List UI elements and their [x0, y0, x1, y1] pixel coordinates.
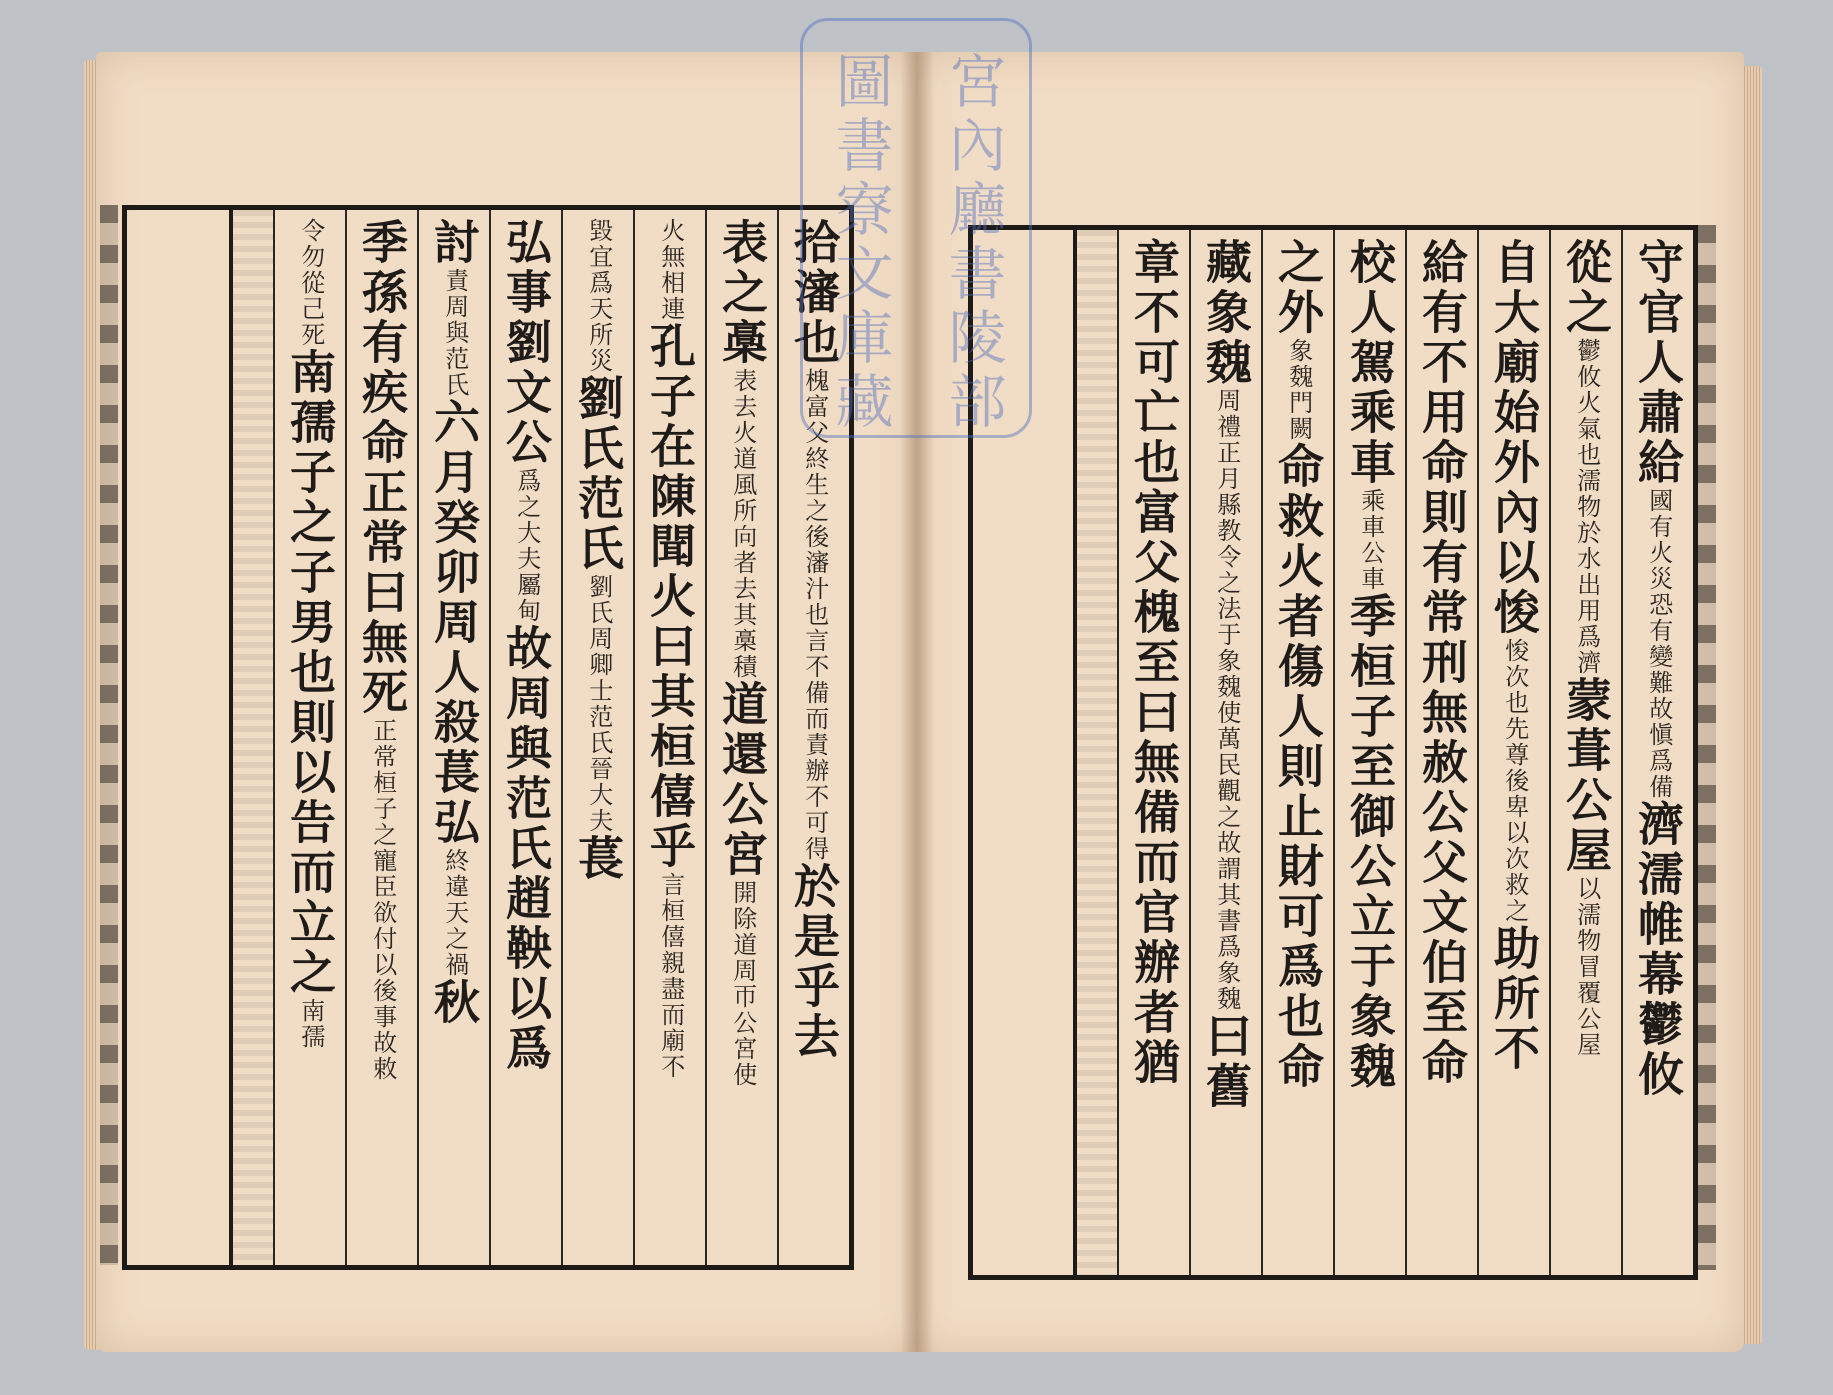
commentary-text: 槐富父終生之後瀋汁也言不備而責辦不可得	[800, 368, 829, 862]
commentary-text: 責周與范氏	[440, 268, 469, 398]
main-text: 章不可亡也富父槐至曰無備而官辦者猶	[1127, 238, 1181, 1088]
page-edges-right	[1742, 66, 1762, 1344]
commentary-text: 終違天之禍	[440, 848, 469, 978]
right-text-frame	[968, 225, 1698, 1280]
main-text: 助所不	[1487, 924, 1541, 1074]
main-text: 自大廟始外內以悛	[1487, 238, 1541, 638]
main-text: 給有不用命則有常刑無赦公父文伯至命	[1415, 238, 1469, 1088]
main-text: 季孫有疾命正常曰無死	[355, 218, 409, 718]
main-text: 曰舊	[1199, 1012, 1253, 1112]
main-text: 命救火者傷人則止財可爲也命	[1271, 442, 1325, 1092]
commentary-text: 乘車公車	[1356, 488, 1385, 592]
main-text: 道還公宮	[715, 680, 769, 880]
text-column	[705, 210, 777, 1265]
commentary-text: 象魏門闕	[1284, 338, 1313, 442]
commentary-text: 劉氏周卿士范氏晉大夫	[584, 574, 613, 834]
main-text: 萇	[571, 834, 625, 884]
commentary-text: 開除道周帀公宮使	[728, 880, 757, 1088]
main-text: 討	[427, 218, 481, 268]
main-text: 守官人肅給	[1631, 238, 1685, 488]
main-text: 於是乎去	[787, 862, 841, 1062]
left-text-frame	[122, 205, 854, 1270]
left-margin-header	[100, 205, 118, 1265]
commentary-text: 南孺	[296, 998, 325, 1050]
main-text: 南孺子之子男也則以告而立之	[283, 348, 337, 998]
main-text: 故周與范氏趙鞅以爲	[499, 624, 553, 1074]
main-text: 從之	[1559, 238, 1613, 338]
seal-line: 圖書寮文庫藏	[825, 51, 894, 435]
commentary-text: 悛次也先尊後卑以次救之	[1500, 638, 1529, 924]
main-text: 之外	[1271, 238, 1325, 338]
commentary-text: 言桓僖親盡而廟不	[656, 872, 685, 1080]
main-text: 蒙葺公屋	[1559, 676, 1613, 876]
commentary-text: 周禮正月縣教令之法于象魏使萬民觀之故謂其書爲象魏	[1212, 388, 1241, 1012]
text-column	[1621, 230, 1693, 1275]
main-text: 孔子在陳聞火曰其桓僖乎	[643, 322, 697, 872]
main-text: 劉氏范氏	[571, 374, 625, 574]
main-text: 校人駕乘車	[1343, 238, 1397, 488]
commentary-text: 鬱攸火氣也濡物於水出用爲濟	[1572, 338, 1601, 676]
text-column	[1261, 230, 1333, 1275]
commentary-text: 國有火災恐有變難故愼爲備	[1644, 488, 1673, 800]
main-text: 拾瀋也	[787, 218, 841, 368]
text-column	[273, 210, 345, 1265]
main-text: 濟濡帷幕鬱攸	[1631, 800, 1685, 1100]
text-column	[1333, 230, 1405, 1275]
commentary-text: 毀宜爲天所災	[584, 218, 613, 374]
text-column	[561, 210, 633, 1265]
main-text: 表之槀	[715, 218, 769, 368]
library-seal-stamp	[800, 18, 1032, 438]
text-column	[1189, 230, 1261, 1275]
fold-center-column	[229, 210, 273, 1265]
text-column	[1477, 230, 1549, 1275]
text-column	[1405, 230, 1477, 1275]
commentary-text: 火無相連	[656, 218, 685, 322]
commentary-text: 表去火道風所向者去其槀積	[728, 368, 757, 680]
commentary-text: 以濡物冒覆公屋	[1572, 876, 1601, 1058]
main-text: 季桓子至御公立于象魏	[1343, 592, 1397, 1092]
fold-center-column	[1073, 230, 1117, 1275]
text-column	[345, 210, 417, 1265]
text-column	[417, 210, 489, 1265]
text-column	[633, 210, 705, 1265]
main-text: 弘事劉文公	[499, 218, 553, 468]
main-text: 秋	[427, 978, 481, 1028]
seal-line: 宮內廳書陵部	[938, 51, 1007, 435]
text-column	[1117, 230, 1189, 1275]
main-text: 藏象魏	[1199, 238, 1253, 388]
main-text: 六月癸卯周人殺萇弘	[427, 398, 481, 848]
commentary-text: 令勿從己死	[296, 218, 325, 348]
text-column	[489, 210, 561, 1265]
commentary-text: 爲之大夫屬甸	[512, 468, 541, 624]
commentary-text: 正常桓子之寵臣欲付以後事故敕	[368, 718, 397, 1082]
text-column	[1549, 230, 1621, 1275]
